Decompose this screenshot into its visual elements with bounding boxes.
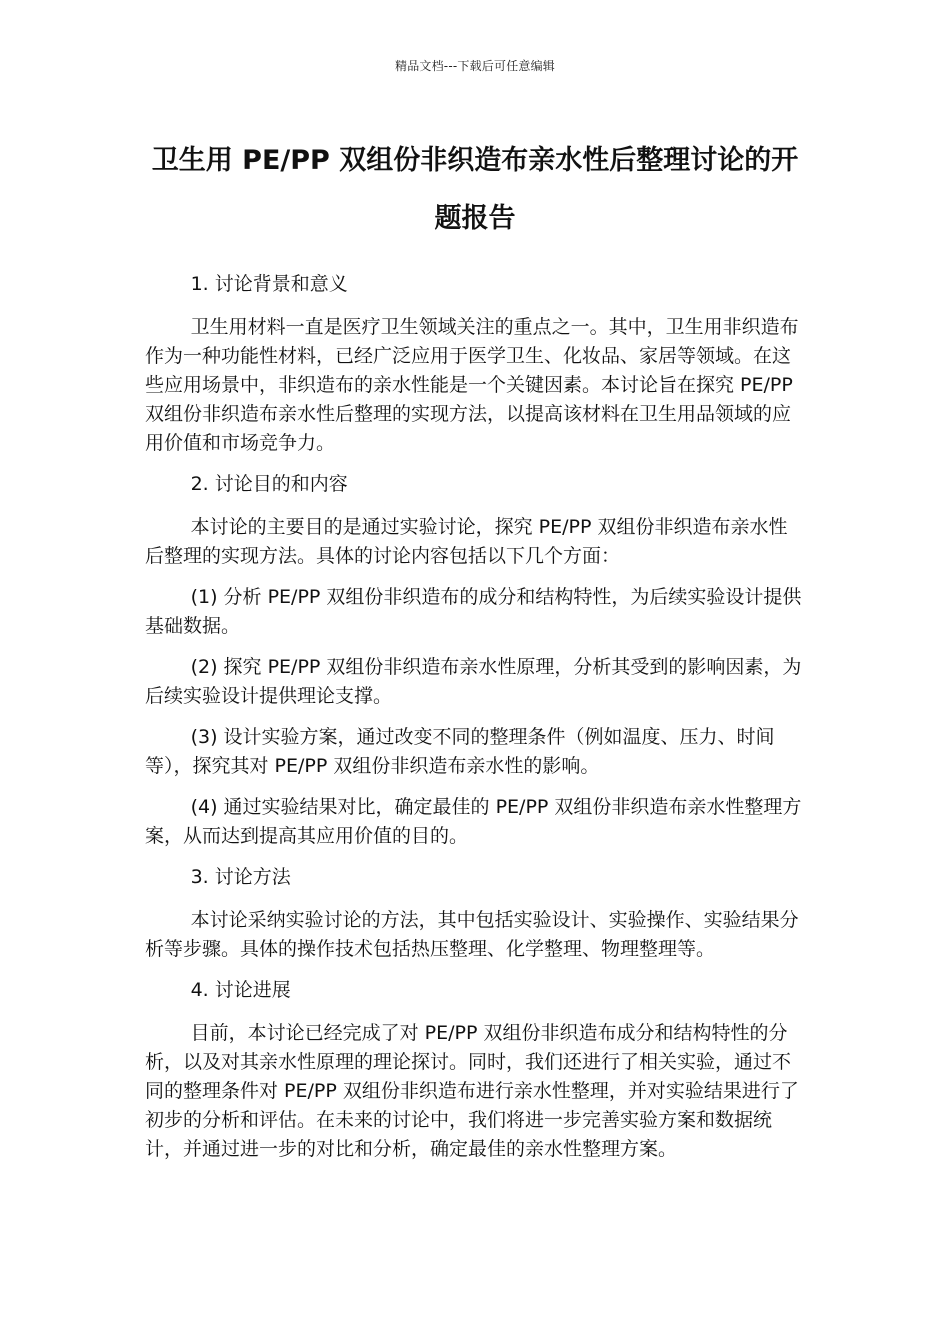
document-title: 卫生用 PE/PP 双组份非织造布亲水性后整理讨论的开题报告 [151, 145, 799, 234]
paragraph-progress: 目前，本讨论已经完成了对 PE/PP 双组份非织造布成分和结构特性的分析，以及对其亲水性原理的理论探讨。同时，我们还进行了相关实验，通过不同的整理条件对 PE/PP 双组份非织造布进行亲水性整理，并对实验结果进行了初步的分析和评估。在未来的讨论中，我们将进一步完善实验方案和数据统计，并通过进一步的对比和分析，确定最佳的亲水性整理方案。 [145, 1022, 799, 1160]
paragraph-background: 卫生用材料一直是医疗卫生领域关注的重点之一。其中，卫生用非织造布作为一种功能性材料，已经广泛应用于医学卫生、化妆品、家居等领域。在这些应用场景中，非织造布的亲水性能是一个关键因素。本讨论旨在探究 PE/PP 双组份非织造布亲水性后整理的实现方法，以提高该材料在卫生用品领域的应用价值和市场竞争力。 [145, 316, 799, 454]
paragraph-objectives: 本讨论的主要目的是通过实验讨论，探究 PE/PP 双组份非织造布亲水性后整理的实现方法。具体的讨论内容包括以下几个方面： [145, 516, 788, 567]
paragraph-methods: 本讨论采纳实验讨论的方法，其中包括实验设计、实验操作、实验结果分析等步骤。具体的操作技术包括热压整理、化学整理、物理整理等。 [145, 909, 799, 960]
section-heading-objectives: 2. 讨论目的和内容 [190, 473, 348, 495]
section-heading-methods: 3. 讨论方法 [190, 866, 291, 888]
page-header: 精品文档---下载后可任意编辑 [395, 59, 555, 73]
list-item-2: (2) 探究 PE/PP 双组份非织造布亲水性原理，分析其受到的影响因素，为后续实验设计提供理论支撑。 [145, 656, 802, 707]
document-body [145, 270, 805, 1176]
section-heading-background: 1. 讨论背景和意义 [190, 273, 348, 295]
list-item-4: (4) 通过实验结果对比，确定最佳的 PE/PP 双组份非织造布亲水性整理方案，从而达到提高其应用价值的目的。 [145, 796, 802, 847]
list-item-3: (3) 设计实验方案，通过改变不同的整理条件（例如温度、压力、时间等），探究其对 PE/PP 双组份非织造布亲水性的影响。 [145, 726, 775, 777]
section-heading-progress: 4. 讨论进展 [190, 979, 291, 1001]
list-item-1: (1) 分析 PE/PP 双组份非织造布的成分和结构特性，为后续实验设计提供基础数据。 [145, 586, 802, 637]
